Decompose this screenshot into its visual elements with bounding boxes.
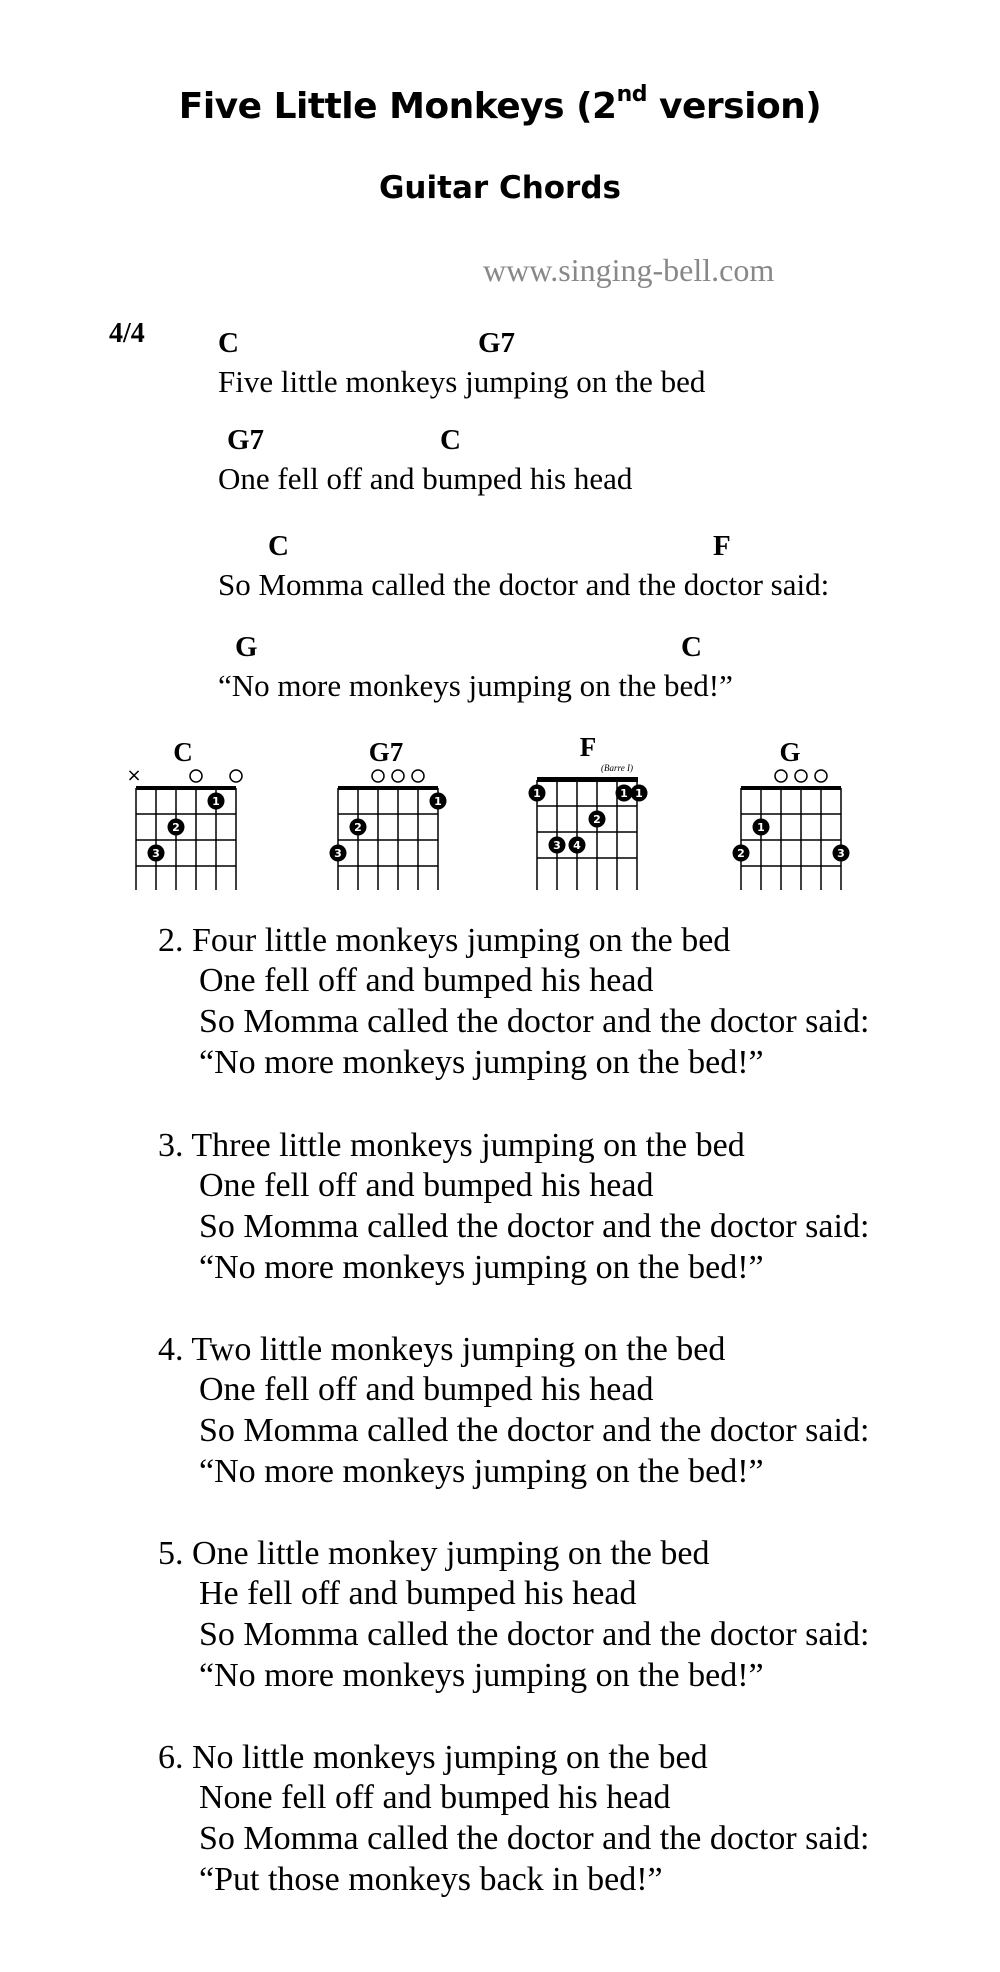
time-signature: 4/4 xyxy=(109,318,145,349)
open-string-icon xyxy=(230,770,242,782)
finger-number: 2 xyxy=(737,847,745,860)
verse-line: 4. Two little monkeys jumping on the bed xyxy=(158,1331,726,1368)
chord-diagram-g7 xyxy=(330,737,447,890)
verse-line: One fell off and bumped his head xyxy=(199,962,654,999)
open-string-icon xyxy=(190,770,202,782)
open-string-icon xyxy=(372,770,384,782)
chord-diagram-f xyxy=(529,732,648,890)
verse-line: “No more monkeys jumping on the bed!” xyxy=(199,1249,764,1286)
verse-line: “Put those monkeys back in bed!” xyxy=(199,1861,663,1898)
chord-marker: G xyxy=(235,631,258,663)
lyric-line: Five little monkeys jumping on the bed xyxy=(218,364,706,399)
verse-line: So Momma called the doctor and the doctor said: xyxy=(199,1820,870,1857)
verse-line: 2. Four little monkeys jumping on the bed xyxy=(158,922,731,959)
page-title: Five Little Monkeys (2nd version) xyxy=(178,82,822,127)
verse-line: 6. No little monkeys jumping on the bed xyxy=(158,1739,708,1776)
nut xyxy=(537,777,638,782)
finger-number: 1 xyxy=(635,787,643,800)
finger-number: 1 xyxy=(212,795,220,808)
chord-diagram-label: F xyxy=(579,732,597,762)
verse-line: “No more monkeys jumping on the bed!” xyxy=(199,1657,764,1694)
chord-marker: C xyxy=(681,631,702,663)
finger-number: 1 xyxy=(533,787,541,800)
verse-line: One fell off and bumped his head xyxy=(199,1371,654,1408)
finger-number: 2 xyxy=(593,813,601,826)
lyric-line: “No more monkeys jumping on the bed!” xyxy=(218,668,733,703)
verse-line: He fell off and bumped his head xyxy=(199,1575,637,1612)
verse-line: One fell off and bumped his head xyxy=(199,1167,654,1204)
barre-note: (Barre I) xyxy=(601,763,633,773)
chord-marker: G7 xyxy=(478,327,516,359)
chord-diagram-label: C xyxy=(173,737,193,767)
open-string-icon xyxy=(412,770,424,782)
nut xyxy=(136,786,236,790)
open-string-icon xyxy=(795,770,807,782)
finger-number: 2 xyxy=(172,821,180,834)
chord-diagram-label: G7 xyxy=(368,737,404,767)
verse-line: 5. One little monkey jumping on the bed xyxy=(158,1535,710,1572)
finger-number: 3 xyxy=(152,847,160,860)
nut xyxy=(338,786,438,790)
chord-marker: F xyxy=(713,530,731,562)
verse-line: So Momma called the doctor and the doctor said: xyxy=(199,1003,870,1040)
nut xyxy=(741,786,841,790)
chord-marker: C xyxy=(218,327,239,359)
chord-diagram-g xyxy=(733,737,850,890)
chord-marker: C xyxy=(440,424,461,456)
finger-number: 4 xyxy=(573,839,581,852)
finger-number: 1 xyxy=(620,787,628,800)
finger-number: 1 xyxy=(757,821,765,834)
open-string-icon xyxy=(815,770,827,782)
mute-mark-icon: × xyxy=(126,765,142,786)
finger-number: 2 xyxy=(354,821,362,834)
chord-marker: C xyxy=(268,530,289,562)
verse-line: So Momma called the doctor and the doctor said: xyxy=(199,1208,870,1245)
finger-number: 3 xyxy=(837,847,845,860)
lyric-line: So Momma called the doctor and the doctor said: xyxy=(218,567,830,602)
lyric-line: One fell off and bumped his head xyxy=(218,461,633,496)
finger-number: 3 xyxy=(553,839,561,852)
website-url: www.singing-bell.com xyxy=(483,252,775,288)
chord-diagrams xyxy=(0,730,1000,900)
verse-line: So Momma called the doctor and the doctor said: xyxy=(199,1616,870,1653)
open-string-icon xyxy=(775,770,787,782)
chord-diagram-c xyxy=(126,737,242,890)
chord-diagram-label: G xyxy=(779,737,801,767)
verse-line: 3. Three little monkeys jumping on the bed xyxy=(158,1127,745,1164)
verse-line: So Momma called the doctor and the doctor said: xyxy=(199,1412,870,1449)
verse-line: “No more monkeys jumping on the bed!” xyxy=(199,1044,764,1081)
verse-line: None fell off and bumped his head xyxy=(199,1779,671,1816)
chord-marker: G7 xyxy=(227,424,265,456)
page-subtitle: Guitar Chords xyxy=(378,170,621,206)
finger-number: 1 xyxy=(434,795,442,808)
open-string-icon xyxy=(392,770,404,782)
finger-number: 3 xyxy=(334,847,342,860)
verse-line: “No more monkeys jumping on the bed!” xyxy=(199,1453,764,1490)
